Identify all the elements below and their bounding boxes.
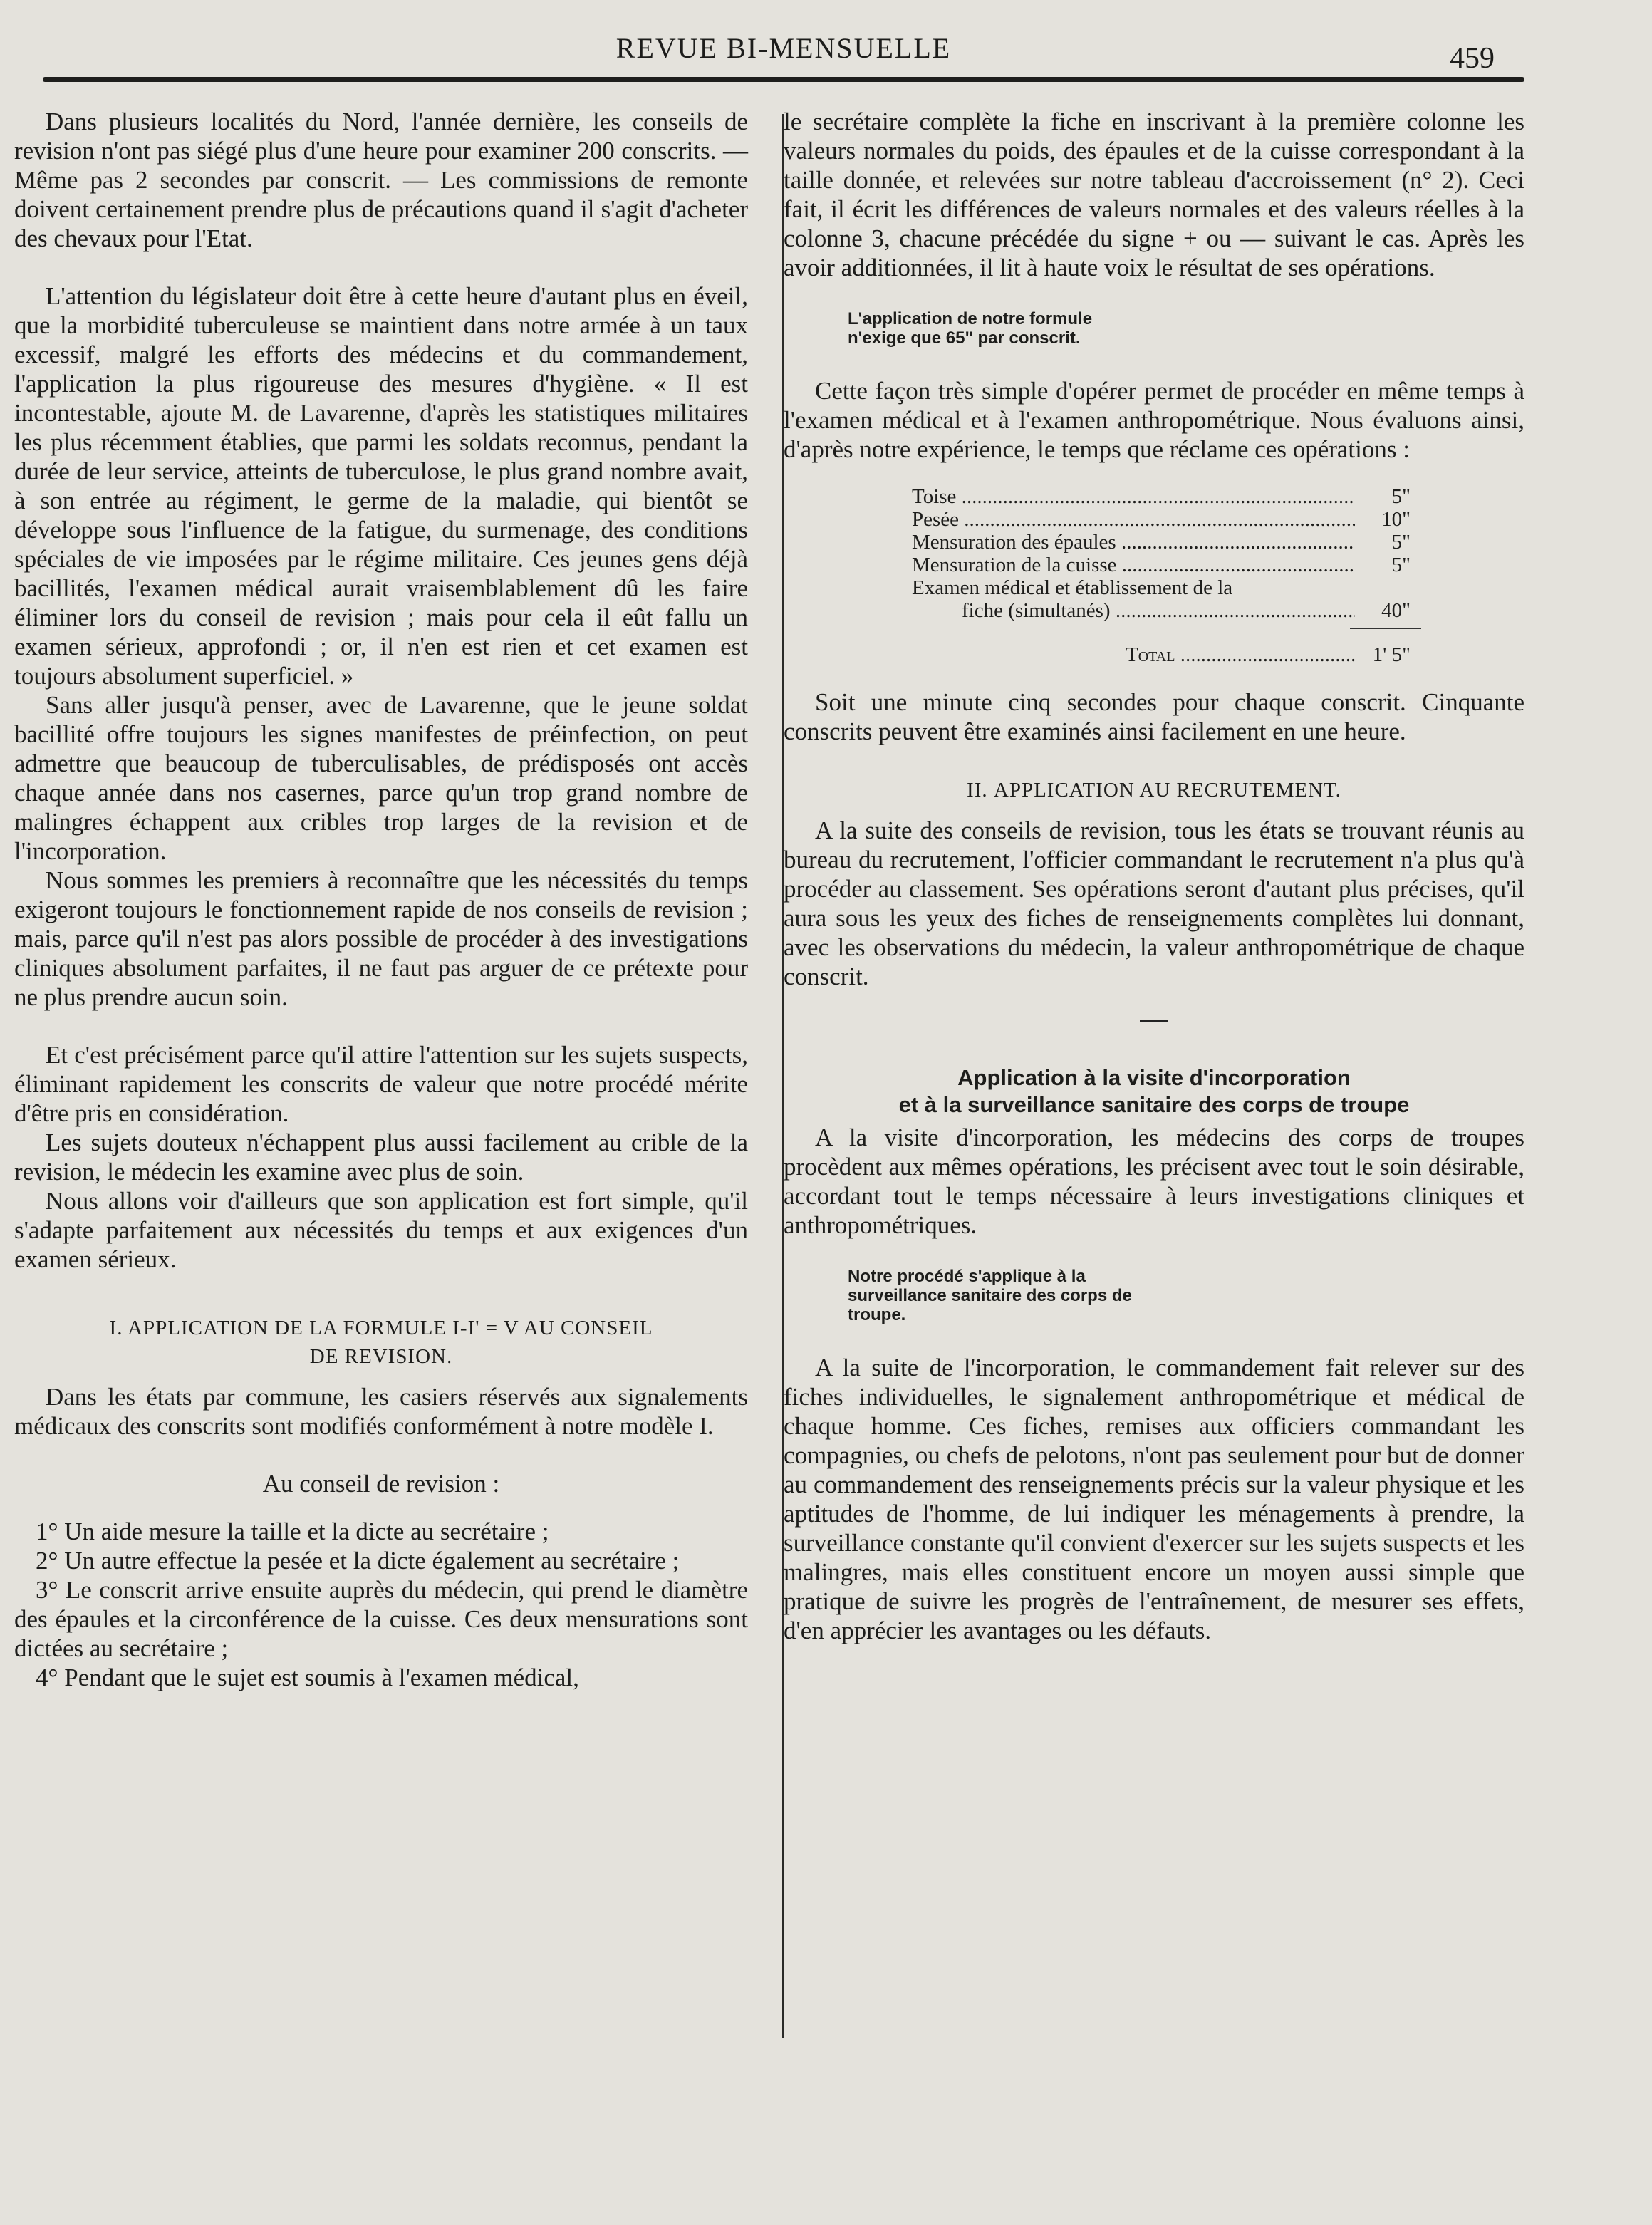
page-number: 459 [1450, 42, 1495, 75]
table-row: Examen médical et établissement de la [912, 576, 1233, 599]
list-item: 2° Un autre effectue la pesée et la dicte également au secrétaire ; [36, 1547, 680, 1575]
sum-rule [1350, 628, 1421, 629]
running-title: REVUE BI-MENSUELLE [615, 32, 952, 64]
table-row: Mensuration de la cuisse ..... 5" [912, 554, 1411, 576]
timing-table [912, 485, 1411, 666]
separator-rule [1140, 1020, 1168, 1022]
table-row: Toise ..... 5" [912, 485, 1411, 508]
list-item: 4° Pendant que le sujet est soumis à l'examen médical, [36, 1664, 579, 1691]
left-column [14, 107, 748, 1692]
paragraph: Dans les états par commune, les casiers réservés aux signalements médicaux des conscrits sont modifiés conformément à notre modèle I. [14, 1383, 748, 1440]
paragraph: Cette façon très simple d'opérer permet de procéder en même temps à l'examen médical et à l'examen anthropométrique. Nous évaluons ainsi, d'après notre expérience, le temps que réclame ces opérations : [784, 377, 1524, 463]
section-heading: II. APPLICATION AU RECRUTEMENT. [967, 779, 1341, 802]
section-heading-bold: Application à la visite d'incorporation et à la surveillance sanitaire des corps de troupe [898, 1065, 1410, 1117]
paragraph: Et c'est précisément parce qu'il attire l'attention sur les sujets suspects, éliminant rapidement les conscrits de valeur que notre procédé mérite d'être pris en considération. [14, 1041, 748, 1127]
paragraph: L'attention du législateur doit être à cette heure d'autant plus en éveil, que la morbidité tuberculeuse se maintient dans notre armée à un taux excessif, malgré les efforts des médecins et du commandement, l'application la plus rigoureuse des mesures d'hygiène. « Il est incontestable, ajoute M. de Lavarenne, d'après les statistiques militaires les plus récemment établies, que parmi les soldats reconnus, pendant la durée de leur service, atteints de tuberculose, le plus grand nombre avait, à son entrée au régiment, le germe de la maladie, qui bientôt se développe sous l'influence de la fatigue, du surmenage, des conditions spéciales de vie imposées par le régime militaire. Ces jeunes gens déjà bacillités, l'examen médical aurait vraisemblablement dû les faire éliminer lors du conseil de revision ; mais pour cela il eût fallu un examen sérieux, approfondi ; or, il n'en est rien et cet examen est toujours absolument superficiel. » [14, 282, 748, 690]
header-rule [43, 77, 1524, 82]
margin-note: Notre procédé s'applique à la surveillance sanitaire des corps de troupe. [848, 1267, 1132, 1324]
list-item: 3° Le conscrit arrive ensuite auprès du médecin, qui prend le diamètre des épaules et la circonférence de la cuisse. Ces deux mensurations sont dictées au secrétaire ; [14, 1576, 748, 1662]
paragraph: Nous sommes les premiers à reconnaître que les nécessités du temps exigeront toujours le fonctionnement rapide de nos conseils de revision ; mais, parce qu'il n'est pas alors possible de procéder à des investigations cliniques absolument parfaites, il ne faut pas arguer de ce prétexte pour ne plus prendre aucun soin. [14, 866, 748, 1011]
paragraph: Dans plusieurs localités du Nord, l'année dernière, les conseils de revision n'ont pas siégé plus d'une heure pour examiner 200 conscrits. — Même pas 2 secondes par conscrit. — Les commissions de remonte doivent certainement prendre plus de précautions quand il s'agit d'acheter des chevaux pour l'Etat. [14, 108, 748, 252]
paragraph: Les sujets douteux n'échappent plus aussi facilement au crible de la revision, le médecin les examine avec plus de soin. [14, 1129, 748, 1186]
paragraph: A la suite des conseils de revision, tous les états se trouvant réunis au bureau du recrutement, l'officier commandant le recrutement n'a plus qu'à procéder au classement. Ses opérations seront d'autant plus précises, qu'il aura sous les yeux des fiches de renseignements complètes lui donnant, avec les observations du médecin, la valeur anthropométrique de chaque conscrit. [784, 816, 1524, 990]
paragraph: Nous allons voir d'ailleurs que son application est fort simple, qu'il s'adapte parfaitement aux nécessités du temps et aux exigences d'un examen sérieux. [14, 1187, 748, 1273]
total-row: Total ..... 1' 5" [912, 643, 1411, 666]
table-row: Mensuration des épaules ..... 5" [912, 531, 1411, 554]
margin-note: L'application de notre formule n'exige que 65" par conscrit. [848, 309, 1093, 348]
paragraph: A la visite d'incorporation, les médecins des corps de troupes procèdent aux mêmes opérations, les précisent avec tout le soin désirable, accordant tout le temps nécessaire à leurs investigations cliniques et anthropométriques. [784, 1124, 1524, 1239]
table-row: Pesée ..... 10" [912, 508, 1411, 531]
paragraph: A la suite de l'incorporation, le commandement fait relever sur des fiches individuelles, le signalement anthropométrique et médical de chaque homme. Ces fiches, remises aux officiers commandant les compagnies, ou chefs de pelotons, n'ont pas seulement pour but de donner au commandement des renseignements précis sur la valeur physique et les aptitudes de l'homme, de lui indiquer les ménagements à prendre, la surveillance constante qu'il convient d'exercer sur les sujets suspects et les malingres, mais elles constituent encore un moyen aussi simple que pratique de suivre les progrès de l'entraînement, de mesurer ses effets, d'en apprécier les avantages ou les défauts. [784, 1354, 1524, 1644]
list-item: 1° Un aide mesure la taille et la dicte au secrétaire ; [36, 1518, 549, 1545]
numbered-list [14, 1517, 748, 1692]
paragraph: le secrétaire complète la fiche en inscrivant à la première colonne les valeurs normales du poids, des épaules et de la cuisse correspondant à la taille donnée, et relevées sur notre tableau d'accroissement (n° 2). Ceci fait, il écrit les différences de valeurs normales et des valeurs réelles à la colonne 3, chacune précédée du signe + ou — suivant le cas. Après les avoir additionnées, il lit à haute voix le résultat de ses opérations. [784, 108, 1524, 281]
paragraph: Sans aller jusqu'à penser, avec de Lavarenne, que le jeune soldat bacillité offre toujours les signes manifestes de préinfection, on peut admettre que beaucoup de tuberculisables, de prédisposés ont accès chaque année dans nos casernes, parce qu'un trop grand nombre de malingres échappent aux cribles trop larges de la revision et de l'incorporation. [14, 691, 748, 865]
table-row: fiche (simultanés) ..... 40" [912, 599, 1411, 622]
section-heading: I. APPLICATION DE LA FORMULE I-I' = V AU CONSEIL DE REVISION. [109, 1317, 653, 1368]
right-column [784, 107, 1524, 1645]
paragraph: Soit une minute cinq secondes pour chaque conscrit. Cinquante conscrits peuvent être examinés ainsi facilement en une heure. [784, 688, 1524, 745]
subheading: Au conseil de revision : [262, 1470, 500, 1498]
